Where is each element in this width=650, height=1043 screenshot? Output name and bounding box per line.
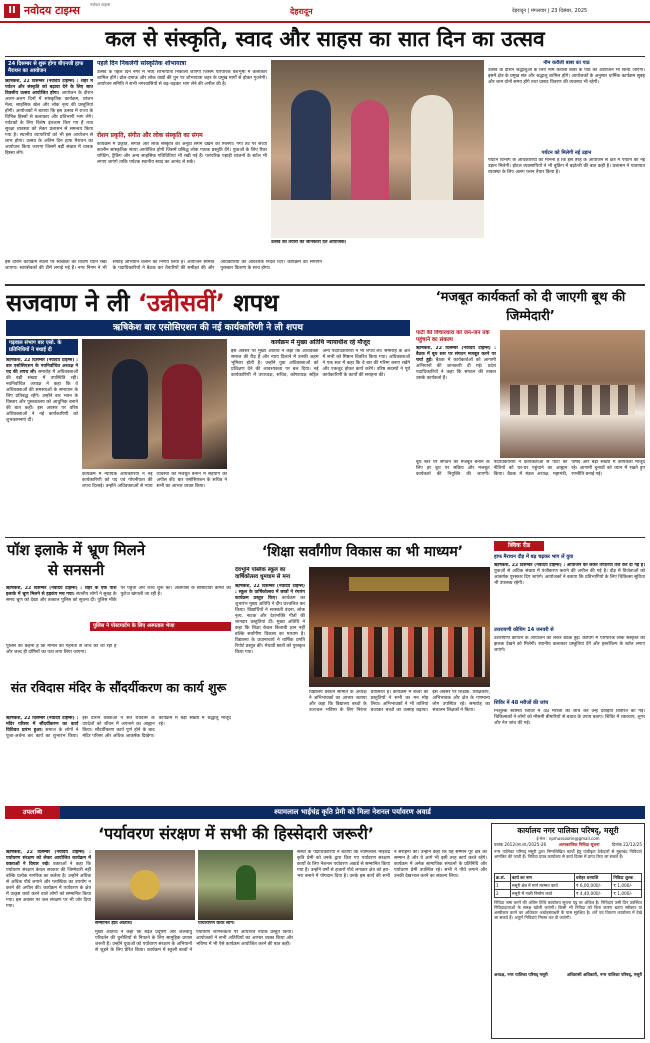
story2-right-column: कार्यक्रम में मुख्य अतिथि न्यायाधीश रहे मौजूद इस अवसर पर मुख्य अतिथि ने कहा कि अधिवक्ता समाज की रीढ़ हैं और न्याय दिलाने में उनकी अहम भूमिका होती है। उन्होंने युवा अधिवक्ताओं को प्रशिक्षण देने की आवश्यकता पर बल दिया। नई कार्यकारिणी में उपाध्यक्ष, सचिव, कोषाध्यक्ष सहित अन्य पदाधिकारियों ने भी शपथ ली। समारोह के अंत में सभी को मिष्ठान वितरित किया गया। अधिवक्ताओं ने एक स्वर में कहा कि वे बार की गरिमा बनाए रखेंगे और एकजुट होकर कार्य करेंगे। वरिष्ठ सदस्यों ने पूर्व कार्यकारिणी के कार्यों की सराहना की। xyxy=(231,339,410,378)
stage-banner-icon xyxy=(349,577,449,591)
story3-text: बूथ स्तर पर संगठन को मजबूत बनाने के लिए हर बूथ पर सक्रिय और मजबूत कार्यकर्ता की नियुक्ति की जाएगी। पदाधिकारियों ने कार्यकर्ताओं से पार्टी की नीतियों को घर-घर पहुंचाने का आह्वान किया। बैठक में मंडल अध्यक्ष, महामंत्री, पार्षद और बड़ी संख्या में कार्यकर्ता मौजूद रहे। आगामी चुनावों को ध्यान में रखते हुए रणनीति बनाई गई। xyxy=(416,460,645,477)
story6-dateline: ऋषिकेश, 22 दिसम्बर (नवोदय टाइम्स) : स्कूल के वार्षिकोत्सव में छात्रों ने रंगारंग कार्यक्रम प्रस्तुत किए। xyxy=(235,584,305,601)
story4-body: ऋषिकेश, 22 दिसम्बर (नवोदय टाइम्स) : शहर के एक पॉश इलाके में भ्रूण मिलने से हड़कंप मच गया। स्थानीय लोगों ने सुबह के समय भ्रूण को देखा और तत्काल पुलिस को सूचना दी। पुलिस मौके पर पहुंची और जांच शुरू की। आसपास के सीसीटीवी कैमरों की फुटेज खंगाली जा रही है। xyxy=(6,586,231,603)
story1-mid-column: पहले दिन निकलेगी सांस्कृतिक शोभायात्रा उत्सव के पहले दिन नगर में भव्य शोभायात्रा निकाली जाएगी जिसमें पारंपरिक वेशभूषा में कलाकार शामिल होंगे। ढोल-दमाऊ और लोक वाद्यों की धुन पर शोभायात्रा शहर के प्रमुख मार्गों से होकर गुजरेगी। आयोजन समिति ने सभी नगरवासियों से बढ़-चढ़कर भाग लेने की अपील की है। रोशन प्रकृति, संगीत और लोक संस्कृति का संगम कार्यक्रम में प्रकृति, संगीत और लोक संस्कृति का अनूठा संगम देखने को मिलेगा। गंगा तट पर संध्या कालीन सांस्कृतिक संध्या आयोजित होगी जिसमें प्रसिद्ध लोक गायक प्रस्तुति देंगे। युवाओं के लिए रिवर राफ्टिंग, ट्रैकिंग और अन्य साहसिक गतिविधियां भी रखी गई हैं। पारंपरिक पहाड़ी व्यंजनों के स्टॉल भी लगाए जाएंगे ताकि पर्यटक स्थानीय स्वाद का आनंद ले सकें। xyxy=(97,60,267,165)
story1-dateline: ऋषिकेश, 22 दिसम्बर (नवोदय टाइम्स) : शहर में पर्यटन और संस्कृति को बढ़ावा देने के लिए सात दिवसीय उत्सव आयोजित होगा। xyxy=(5,79,93,96)
briefs-label: क्विक रीड xyxy=(494,541,544,551)
story1-intro: पहले दिन निकलेगी सांस्कृतिक शोभायात्रा xyxy=(97,60,187,67)
story3-headline: ‘मजबूत कार्यकर्ता को दी जाएगी बूथ की जिम्मेदारी’ xyxy=(435,290,626,324)
table-row xyxy=(495,882,642,890)
person-figure-icon xyxy=(351,100,389,210)
story7-caption1: सम्मानित होते अतिथि। xyxy=(95,921,133,926)
story4-highlight: पुलिस ने पोस्टमार्टम के लिए अस्पताल भेजा xyxy=(90,622,231,631)
briefs-head3: शिविर में 48 मरीजों की जांच xyxy=(494,700,549,706)
briefs-section: क्विक रीड हाफ मैराथन दौड़ में बढ़ चढ़कर भाग लें युवा ऋषिकेश, 22 दिसम्बर (नवोदय टाइम्स) : आयोजन को लेकर तैयारियां तेज कर दी गई हैं। युवाओं से अधिक संख्या में पंजीकरण कराने की अपील की गई है। दौड़ में विजेताओं को आकर्षक पुरस्कार दिए जाएंगे। आयोजकों ने बताया कि प्रतिभागियों के लिए चिकित्सा सुविधा भी उपलब्ध रहेगी। उत्तरायणी कौथिग 14 जनवरी से उत्तरायणी कौथिग के आयोजन को लेकर बैठक हुई। कौथिग में पारंपरिक लोक संस्कृति की झलक देखने को मिलेगी। स्थानीय कलाकार प्रस्तुतियां देंगे और हस्तशिल्प के स्टॉल लगाए जाएंगे। शिविर में 48 मरीजों की जांच निःशुल्क स्वास्थ्य शिविर में 48 मरीजों की जांच कर उन्हें दवाइयां वितरित की गईं। चिकित्सकों ने लोगों को मौसमी बीमारियों से बचाव के उपाय बताए। शिविर में रक्तचाप, शुगर और नेत्र जांच की गई। xyxy=(494,542,645,726)
story3-dateline: ऋषिकेश, 22 दिसम्बर (नवोदय टाइम्स) : बैठक में बूथ स्तर पर संगठन मजबूत करने पर चर्चा हुई। xyxy=(416,346,496,363)
table-icon xyxy=(271,200,484,238)
strip-text: श्यामलाल भाईचंद्र कृति प्रेमी को मिला नेशनल पर्यावरण अवार्ड xyxy=(274,808,431,816)
story1-highlight: 24 दिसम्बर से शुरू होगा बीएनजी हाफ मैराथन का आयोजन xyxy=(5,60,93,76)
story2-kicker: कार्यक्रम में मुख्य अतिथि न्यायाधीश रहे मौजूद xyxy=(270,339,371,346)
table-row xyxy=(495,890,642,898)
tender-date: दिनांक 22/12/25 xyxy=(611,842,642,847)
table-cell: 2 xyxy=(495,890,511,898)
dateline: देहरादून | मंगलवार | 23 दिसंबर, 2025 xyxy=(512,8,588,14)
story6-left-column: देवभूमि पब्लिक स्कूल का वार्षिकोत्सव धूमधाम से मना ऋषिकेश, 22 दिसम्बर (नवोदय टाइम्स) : स्कूल के वार्षिकोत्सव में छात्रों ने रंगारंग कार्यक्रम प्रस्तुत किए। कार्यक्रम का शुभारंभ मुख्य अतिथि ने दीप प्रज्वलित कर किया। विद्यार्थियों ने सरस्वती वंदना, लोक नृत्य, नाटक और देशभक्ति गीतों की शानदार प्रस्तुतियां दीं। मुख्य अतिथि ने कहा कि शिक्षा केवल किताबी ज्ञान नहीं बल्कि सर्वांगीण विकास का माध्यम है। विद्यालय के प्रधानाचार्य ने वार्षिक प्रगति रिपोर्ट प्रस्तुत की। मेधावी छात्रों को पुरस्कृत किया गया। xyxy=(235,567,305,655)
story5-body: ऋषिकेश, 22 दिसम्बर (नवोदय टाइम्स) : मंदिर परिसर में सौंदर्यीकरण का कार्य विधिवत प्रारंभ हुआ। समाज के लोगों ने पूजा-अर्चना कर कार्य का शुभारंभ किया। इस दौरान वक्ताओं ने संत रविदास के उपदेशों को जीवन में अपनाने का आह्वान किया। सौंदर्यीकरण कार्य पूर्ण होने के बाद मंदिर परिसर और अधिक आकर्षक दिखेगा। कार्यक्रम में बड़ी संख्या में श्रद्धालु मौजूद रहे। xyxy=(6,716,231,739)
story3-subhead: पार्टी की विचारधारा को जन-जन तक पहुंचाने का संकल्प xyxy=(416,330,490,343)
story7-body2: संस्था के पदाधिकारियों ने बताया कि श्यामलाल भाईचंद्र कृति प्रेमी को उनके द्वारा किए गए पर्यावरण संरक्षण कार्यों के लिए नेशनल पर्यावरण अवार्ड से सम्मानित किया गया है। उन्होंने वर्षों से हजारों पौधे लगाकर क्षेत्र को हरा-भरा बनाने में योगदान दिया है। उनके इस कार्य की सभी ने सराहना की। उन्होंने कहा कि यह सम्मान पूरे क्षेत्र का सम्मान है और वे आगे भी इसी तरह कार्य करते रहेंगे। कार्यक्रम में अनेक सामाजिक संगठनों के प्रतिनिधि और पर्यावरण प्रेमी उपस्थित रहे। सभी ने पौधे लगाने और उनकी देखभाल करने का संकल्प लिया। xyxy=(297,850,487,879)
story1-photo xyxy=(271,60,484,238)
person-figure-icon xyxy=(162,364,202,459)
story7-dateline: ऋषिकेश, 22 दिसम्बर (नवोदय टाइम्स) : पर्यावरण संरक्षण को लेकर आयोजित कार्यक्रम में वक्ताओं ने विचार रखे। xyxy=(6,850,91,867)
table-cell: ₹ 1,000/- xyxy=(612,890,642,898)
award-strip xyxy=(5,806,645,819)
tender-notice: कार्यालय नगर पालिका परिषद्, मसूरी ई-मेल : npmussoorie@gmail.com पत्रांक 2012/आ.शा./2025-26 अल्पकालिक निविदा सूचना दिनांक 22/12/25 नगर पालिका परिषद् मसूरी द्वारा निम्नलिखित कार्यों हेतु पंजीकृत ठेकेदारों से मुहरबंद निविदाएं आमंत्रित की जाती हैं। निविदा प्रपत्र कार्यालय से कार्य दिवस में प्राप्त किए जा सकते हैं। क्र.सं. कार्य का नाम धरोहर धनराशि निविदा शुल्क 1 मसूरी क्षेत्र में मार्ग मरम्मत कार्य ₹ 6,00,000/- ₹ 1,000/- 2 मसूरी में नाली निर्माण कार्य ₹ 4,40,000/- ₹ 1,000/- निविदा जमा करने की अंतिम तिथि कार्यालय सूचना पट्ट पर अंकित है। निविदाएं उसी दिन उपस्थित निविदादाताओं के समक्ष खोली जाएंगी। किसी भी निविदा को बिना कारण बताए स्वीकार या अस्वीकार करने का अधिकार अधोहस्ताक्षरी के पास सुरक्षित है। शर्तें एवं विवरण कार्यालय में देखे जा सकते हैं। अपूर्ण निविदाएं निरस्त कर दी जाएंगी। अध्यक्ष, नगर पालिका परिषद् मसूरी अधिशासी अधिकारी, नगर पालिका परिषद्, मसूरी xyxy=(491,823,645,1039)
story6-photo xyxy=(309,567,490,687)
story2-headline xyxy=(6,287,410,319)
story2-left-column: गढ़वाल संभाग बार एसो. के प्रतिनिधियों ने बधाई दी ऋषिकेश, 22 दिसम्बर (नवोदय टाइम्स) : बार एसोसिएशन के नवनिर्वाचित अध्यक्ष ने पद की शपथ ली। समारोह में अधिवक्ताओं की बड़ी संख्या में उपस्थिति रही। नवनिर्वाचित अध्यक्ष ने कहा कि वे अधिवक्ताओं की समस्याओं के समाधान के लिए प्रतिबद्ध रहेंगे। उन्होंने बार भवन के विस्तार और पुस्तकालय को आधुनिक बनाने की बात कही। इस अवसर पर वरिष्ठ अधिवक्ताओं ने नई कार्यकारिणी को शुभकामनाएं दीं। xyxy=(6,340,78,423)
person-figure-icon xyxy=(291,90,331,210)
table-header-cell: धरोहर धनराशि xyxy=(574,874,612,882)
story6-text: विद्यालय प्रबंधन समिति के अध्यक्ष ने अभिभावकों का आभार जताया और कहा कि विद्यालय बच्चों के उज्ज्वल भविष्य के लिए निरंतर प्रयासरत है। कार्यक्रम में बच्चों की प्रस्तुतियों ने सभी का मन मोह लिया। अभिभावकों ने भी तालियां बजाकर बच्चों का उत्साह बढ़ाया। इस अवसर पर शिक्षक, शिक्षिकाएं, अभिभावक और क्षेत्र के गणमान्य लोग उपस्थित रहे। समारोह का संचालन शिक्षकों ने किया। xyxy=(309,690,490,713)
people-group-icon xyxy=(510,385,635,415)
briefs-head1: हाफ मैराथन दौड़ में बढ़ चढ़कर भाग लें युवा xyxy=(494,554,574,560)
story2-dateline: ऋषिकेश, 22 दिसम्बर (नवोदय टाइम्स) : बार एसोसिएशन के नवनिर्वाचित अध्यक्ष ने पद की शपथ ली। xyxy=(6,358,78,375)
person-figure-icon xyxy=(112,359,148,459)
table-header-cell: क्र.सं. xyxy=(495,874,511,882)
strip-label: उपलब्धि xyxy=(5,806,60,819)
story3-left-column: पार्टी की विचारधारा को जन-जन तक पहुंचाने का संकल्प ऋषिकेश, 22 दिसम्बर (नवोदय टाइम्स) : बैठक में बूथ स्तर पर संगठन मजबूत करने पर चर्चा हुई। बैठक में कार्यकर्ताओं को आगामी अभियानों की जानकारी दी गई। प्रदेश पदाधिकारियों ने कहा कि संगठन की ताकत उसके कार्यकर्ता हैं। xyxy=(416,330,496,381)
story7-body: मुख्य अतिथि ने कहा कि बढ़ते प्रदूषण और जलवायु परिवर्तन की चुनौतियों से निपटने के लिए सामूहिक प्रयास जरूरी हैं। उन्होंने युवाओं को पर्यावरण संरक्षण के अभियानों से जुड़ने के लिए प्रेरित किया। कार्यक्रम में स्कूली बच्चों ने पर्यावरण जागरूकता पर आधारित नाटक प्रस्तुत किया। आयोजकों ने सभी अतिथियों का आभार व्यक्त किया और भविष्य में भी ऐसे कार्यक्रम आयोजित करने की बात कही। xyxy=(95,930,293,953)
story1-side-head2: पर्यटन को मिलेगी नई उड़ान xyxy=(541,150,592,156)
story2-photo xyxy=(82,339,227,469)
story5-headline: संत रविदास मंदिर के सौंदर्यीकरण का कार्य शुरू xyxy=(10,680,227,695)
tender-email: ई-मेल : npmussoorie@gmail.com xyxy=(536,836,600,841)
briefs-head2: उत्तरायणी कौथिग 14 जनवरी से xyxy=(494,627,554,633)
award-plaque-icon xyxy=(130,870,160,900)
story2-deck: ऋषिकेश बार एसोसिएशन की नई कार्यकारिणी ने ली शपथ xyxy=(6,320,410,336)
story4-headline: पॉश इलाके में भ्रूण मिलने से सनसनी xyxy=(6,541,146,579)
story2-photo-text: कार्यक्रम में न्यायिक अधिकारियों ने नई कार्यकारिणी को पद एवं गोपनीयता की शपथ दिलाई। उन्होंने अधिवक्ताओं से न्याय व्यवस्था को मजबूत बनाने में सहयोग की अपील की। बार एसोसिएशन के सचिव ने सभी का आभार व्यक्त किया। xyxy=(82,472,227,489)
paper-name: नवोदय टाइम्स xyxy=(24,4,80,17)
tree-icon xyxy=(236,865,256,900)
story7-photo1 xyxy=(95,850,195,920)
children-group-icon xyxy=(314,627,485,677)
table-header-cell: निविदा शुल्क xyxy=(612,874,642,882)
small-top-label: नवोदय टाइम्स xyxy=(90,2,111,7)
tender-signer: अध्यक्ष, नगर पालिका परिषद् मसूरी xyxy=(494,972,548,977)
tender-table xyxy=(494,873,642,898)
story3-photo xyxy=(500,330,645,458)
table-cell: ₹ 6,00,000/- xyxy=(574,882,612,890)
story1-side-head: नीम करौली बाबा का पाठ xyxy=(543,60,590,66)
story4-body2: पुलिस का कहना है कि मामले की गहनता से जांच की जा रही है और जल्द ही दोषियों का पता लगा लिया जाएगा। xyxy=(6,644,117,655)
story1-caption: उत्सव की तैयारी की जानकारी देते आयोजक। xyxy=(271,240,347,245)
story1-continuation: इस दौरान कार्यक्रम स्थलों पर स्वच्छता का विशेष ध्यान रखा जाएगा। स्वयंसेवकों की टीमें लगाई गई हैं। नगर निगम ने भी सफाई अभियान चलाने का निर्णय लिया है। आयोजन समिति के पदाधिकारियों ने बैठक कर तैयारियों की समीक्षा की और अधिकारियों को आवश्यक निर्देश दिए। कार्यक्रम का समापन पुरस्कार वितरण के साथ होगा। xyxy=(5,260,322,271)
tender-patrank: पत्रांक 2012/आ.शा./2025-26 xyxy=(494,842,547,847)
tender-footer: अधिशासी अधिकारी, नगर पालिका परिषद्, मसूरी xyxy=(566,972,642,977)
table-cell: ₹ 1,000/- xyxy=(612,882,642,890)
story2-headline-quote: ‘उन्नीसवीं’ xyxy=(137,289,225,317)
edition-label: देहरादून xyxy=(290,7,313,16)
story1-subhead1: रोशन प्रकृति, संगीत और लोक संस्कृति का संगम xyxy=(97,132,203,139)
story4-dateline: ऋषिकेश, 22 दिसम्बर (नवोदय टाइम्स) : शहर के एक पॉश इलाके में भ्रूण मिलने से हड़कंप मच गया। xyxy=(6,586,117,597)
story2-highlight: गढ़वाल संभाग बार एसो. के प्रतिनिधियों ने बधाई दी xyxy=(6,339,78,355)
page-number-badge: II xyxy=(4,4,20,18)
story7-headline: ‘पर्यावरण संरक्षण में सभी की हिस्सेदारी जरूरी’ xyxy=(98,824,374,843)
story6-headline: ‘शिक्षा सर्वांगीण विकास का भी माध्यम’ xyxy=(261,544,464,560)
story2-headline-a: सजवाण ने ली xyxy=(6,289,130,317)
tender-notice-title: अल्पकालिक निविदा सूचना xyxy=(558,842,600,847)
story1-right-column: नीम करौली बाबा का पाठ उत्सव के दौरान श्रद्धालुओं के लिए नीम करौली बाबा के पाठ का आयोजन भी किया जाएगा। इसमें क्षेत्र के प्रमुख संत और श्रद्धालु शामिल होंगे। आयोजकों के अनुसार धार्मिक कार्यक्रम सुबह और शाम दोनों समय होंगे तथा प्रसाद वितरण की व्यवस्था भी रहेगी। पर्यटन को मिलेगी नई उड़ान पर्यटन विभाग के अधिकारियों का मानना है कि इस तरह के आयोजन से क्षेत्र में पर्यटन को नई उड़ान मिलेगी। होटल व्यवसायियों ने भी बुकिंग में बढ़ोतरी की बात कही है। प्रशासन ने यातायात व्यवस्था के लिए अलग प्लान तैयार किया है। xyxy=(488,60,645,175)
table-cell: मसूरी में नाली निर्माण कार्य xyxy=(511,890,575,898)
story7-col1: ऋषिकेश, 22 दिसम्बर (नवोदय टाइम्स) : पर्यावरण संरक्षण को लेकर आयोजित कार्यक्रम में वक्ताओं ने विचार रखे। वक्ताओं ने कहा कि पर्यावरण संरक्षण केवल सरकार की जिम्मेदारी नहीं बल्कि प्रत्येक नागरिक का कर्तव्य है। उन्होंने अधिक से अधिक पौधे लगाने और प्लास्टिक का उपयोग न करने की अपील की। कार्यक्रम में पर्यावरण के क्षेत्र में उत्कृष्ट कार्य करने वाले लोगों को सम्मानित किया गया। इस अवसर पर जल संरक्षण पर भी जोर दिया गया। xyxy=(6,850,91,909)
table-header-row xyxy=(495,874,642,882)
table-cell: मसूरी क्षेत्र में मार्ग मरम्मत कार्य xyxy=(511,882,575,890)
story1-left-column: 24 दिसम्बर से शुरू होगा बीएनजी हाफ मैराथन का आयोजन ऋषिकेश, 22 दिसम्बर (नवोदय टाइम्स) : शहर में पर्यटन और संस्कृति को बढ़ावा देने के लिए सात दिवसीय उत्सव आयोजित होगा। आयोजन के दौरान अलग-अलग दिनों में सांस्कृतिक कार्यक्रम, व्यंजन मेला, साहसिक खेल और लोक नृत्य की प्रस्तुतियां होंगी। आयोजकों ने बताया कि इस उत्सव में राज्य के विभिन्न हिस्सों से कलाकार और प्रतिभागी भाग लेंगे। पर्यटकों के लिए विशेष इंतजाम किए गए हैं तथा सुरक्षा व्यवस्था को लेकर प्रशासन से समन्वय किया गया है। स्थानीय व्यापारियों को भी इस आयोजन से लाभ होगा। उत्सव के अंतिम दिन हाफ मैराथन का आयोजन किया जाएगा जिसमें बड़ी संख्या में धावक हिस्सा लेंगे। xyxy=(5,61,93,156)
tender-office: कार्यालय नगर पालिका परिषद्, मसूरी xyxy=(517,826,619,835)
table-cell: 1 xyxy=(495,882,511,890)
story2-headline-b: शपथ xyxy=(233,289,279,317)
table-cell: ₹ 4,40,000/- xyxy=(574,890,612,898)
masthead xyxy=(0,0,650,22)
story6-kicker: देवभूमि पब्लिक स्कूल का वार्षिकोत्सव धूमधाम से मना xyxy=(235,567,291,580)
table-header-cell: कार्य का नाम xyxy=(511,874,575,882)
story7-photo2 xyxy=(198,850,293,920)
person-figure-icon xyxy=(411,95,453,213)
story7-caption2: पौधारोपण करते लोग। xyxy=(198,921,235,926)
story5-dateline: ऋषिकेश, 22 दिसम्बर (नवोदय टाइम्स) : मंदिर परिसर में सौंदर्यीकरण का कार्य विधिवत प्रारंभ हुआ। xyxy=(6,716,79,733)
briefs-text: ऋषिकेश, 22 दिसम्बर (नवोदय टाइम्स) : आयोजन को लेकर तैयारियां तेज कर दी गई हैं। xyxy=(494,563,645,568)
story1-headline: कल से संस्कृति, स्वाद और साहस का सात दिन का उत्सव xyxy=(105,27,545,51)
